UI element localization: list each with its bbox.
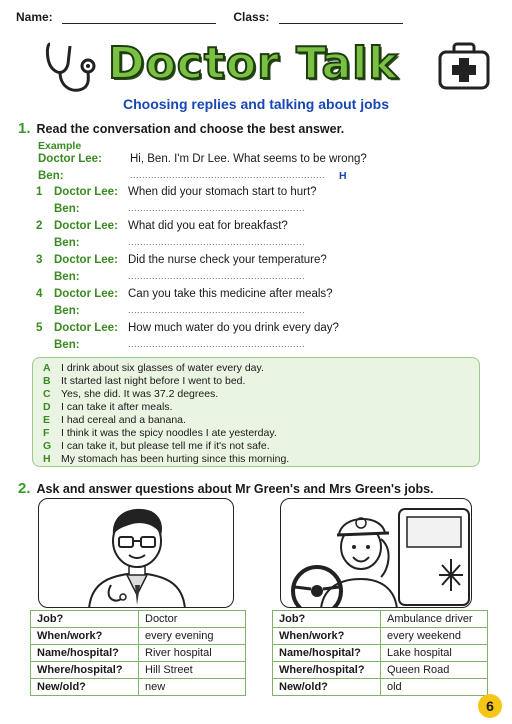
answer-option (43, 414, 469, 427)
question-cell: When/work? (273, 628, 381, 645)
table-row (31, 645, 246, 662)
question-text: What did you eat for breakfast? (128, 220, 288, 232)
speaker-doctor: Doctor Lee: (54, 288, 118, 300)
table-row (31, 628, 246, 645)
answer-cell: new (139, 679, 246, 696)
speaker-doctor: Doctor Lee: (54, 220, 118, 232)
section-2-number: 2. (18, 480, 31, 497)
name-label: Name: (16, 10, 53, 24)
question-item (36, 186, 476, 220)
example-answer-letter: H (339, 170, 347, 182)
name-class-row (16, 10, 403, 24)
page-subtitle: Choosing replies and talking about jobs (122, 96, 390, 112)
table-row (31, 611, 246, 628)
answer-text: It started last night before I went to bed. (61, 375, 246, 387)
section-1-instruction: Read the conversation and choose the best answer. (36, 122, 345, 136)
doctor-illustration (38, 498, 234, 608)
question-cell: Where/hospital? (31, 662, 139, 679)
answer-cell: Queen Road (381, 662, 488, 679)
table-row (31, 662, 246, 679)
class-field[interactable] (279, 14, 403, 24)
ambulance-driver-illustration (280, 498, 472, 608)
question-number: 4 (36, 288, 43, 300)
question-number: 3 (36, 254, 43, 266)
speaker-doctor: Doctor Lee: (54, 254, 118, 266)
question-number: 1 (36, 186, 43, 198)
speaker-ben: Ben: (54, 339, 80, 351)
page-number: 6 (478, 694, 502, 718)
first-aid-kit-icon (436, 40, 492, 94)
speaker-ben: Ben: (54, 271, 80, 283)
speaker-ben: Ben: (38, 170, 64, 182)
answer-text: I can take it, but please tell me if it's not safe. (61, 440, 270, 452)
answer-letter: G (43, 440, 52, 452)
page-title: Doctor Talk (108, 38, 399, 89)
question-item (36, 254, 476, 288)
answer-text: I had cereal and a banana. (61, 414, 186, 426)
answer-text: I can take it after meals. (61, 401, 173, 413)
answer-option (43, 440, 469, 453)
answer-option (43, 401, 469, 414)
question-number: 2 (36, 220, 43, 232)
question-text: Can you take this medicine after meals? (128, 288, 333, 300)
answer-letter: A (43, 362, 51, 374)
question-cell: Name/hospital? (273, 645, 381, 662)
stethoscope-icon (40, 38, 104, 102)
answer-cell: Hill Street (139, 662, 246, 679)
answer-option (43, 453, 469, 466)
example-question: Hi, Ben. I'm Dr Lee. What seems to be wrong? (130, 153, 367, 165)
answer-cell: every evening (139, 628, 246, 645)
example-label: Example (38, 140, 82, 152)
answer-letter: D (43, 401, 51, 413)
mr-green-table (30, 610, 246, 696)
answer-letter: H (43, 453, 51, 465)
question-cell: Job? (273, 611, 381, 628)
question-text: How much water do you drink every day? (128, 322, 339, 334)
speaker-ben: Ben: (54, 203, 80, 215)
table-row (273, 611, 488, 628)
answer-option (43, 375, 469, 388)
answer-cell: old (381, 679, 488, 696)
name-field[interactable] (62, 14, 216, 24)
answer-letter: F (43, 427, 50, 439)
answer-cell: Ambulance driver (381, 611, 488, 628)
answer-letter: C (43, 388, 51, 400)
section-2-instruction: Ask and answer questions about Mr Green's and Mrs Green's jobs. (36, 482, 434, 496)
question-cell: When/work? (31, 628, 139, 645)
section-2-heading (18, 480, 434, 497)
answer-blank[interactable]: ........................................................... (128, 339, 306, 349)
table-row (273, 662, 488, 679)
answer-option (43, 388, 469, 401)
question-item (36, 322, 476, 356)
table-row (31, 679, 246, 696)
answer-blank[interactable]: ........................................................... (128, 305, 306, 315)
answer-cell: Lake hospital (381, 645, 488, 662)
mrs-green-table (272, 610, 488, 696)
speaker-doctor: Doctor Lee: (54, 322, 118, 334)
answer-text: Yes, she did. It was 37.2 degrees. (61, 388, 219, 400)
speaker-ben: Ben: (54, 237, 80, 249)
answer-blank[interactable]: ........................................................... (128, 237, 306, 247)
question-text: When did your stomach start to hurt? (128, 186, 317, 198)
speaker-ben: Ben: (54, 305, 80, 317)
answer-letter: B (43, 375, 51, 387)
section-1-number: 1. (18, 120, 31, 137)
table-row (273, 679, 488, 696)
answer-option (43, 427, 469, 440)
answer-text: I think it was the spicy noodles I ate yesterday. (61, 427, 277, 439)
question-number: 5 (36, 322, 43, 334)
answer-option (43, 362, 469, 375)
question-text: Did the nurse check your temperature? (128, 254, 327, 266)
question-cell: New/old? (31, 679, 139, 696)
answer-letter: E (43, 414, 51, 426)
answer-options-box (32, 357, 480, 467)
speaker-doctor: Doctor Lee: (54, 186, 118, 198)
answer-cell: every weekend (381, 628, 488, 645)
table-row (273, 645, 488, 662)
answer-text: I drink about six glasses of water every day. (61, 362, 264, 374)
answer-blank[interactable]: ........................................................... (128, 271, 306, 281)
question-cell: Job? (31, 611, 139, 628)
section-1-heading (18, 120, 344, 137)
speaker-doctor: Doctor Lee: (38, 153, 102, 165)
answer-text: My stomach has been hurting since this morning. (61, 453, 290, 465)
table-row (273, 628, 488, 645)
question-list (36, 186, 476, 356)
answer-cell: Doctor (139, 611, 246, 628)
question-item (36, 288, 476, 322)
question-item (36, 220, 476, 254)
answer-cell: River hospital (139, 645, 246, 662)
answer-blank[interactable]: ........................................................... (128, 203, 306, 213)
example-answer-line: ................................................................. (130, 170, 326, 180)
question-cell: Where/hospital? (273, 662, 381, 679)
example-block (38, 153, 478, 187)
class-label: Class: (233, 10, 270, 24)
question-cell: Name/hospital? (31, 645, 139, 662)
question-cell: New/old? (273, 679, 381, 696)
